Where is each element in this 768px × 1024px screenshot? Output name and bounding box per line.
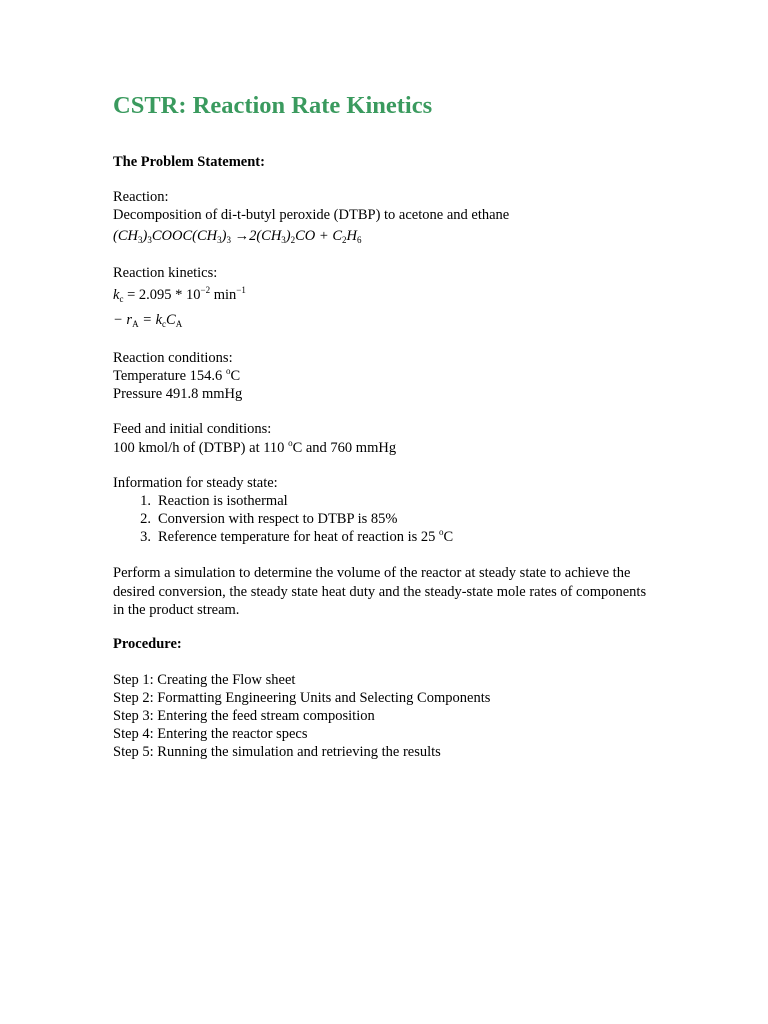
feed-suffix: C and 760 mmHg <box>292 440 397 456</box>
rate-eq: = k <box>138 312 163 328</box>
rate-c: C <box>166 312 176 328</box>
eq-part: 2(CH <box>249 228 282 244</box>
eq-sub: 3 <box>281 235 286 245</box>
eq-part: COOC(CH <box>151 228 218 244</box>
k-exp: −2 <box>200 285 211 295</box>
rate-constant <box>113 286 246 304</box>
reaction-label: Reaction: <box>113 189 169 205</box>
rate-k-sub: c <box>162 319 167 329</box>
list-item <box>113 492 288 510</box>
list-number: 1. <box>140 493 151 509</box>
eq-part: ) <box>285 228 291 244</box>
eq-part: ) <box>221 228 227 244</box>
temperature-prefix: Temperature 154.6 <box>113 368 226 384</box>
procedure-heading: Procedure: <box>113 636 182 652</box>
list-number: 2. <box>140 511 151 527</box>
k-sub: c <box>119 294 124 304</box>
pressure-line: Pressure 491.8 mmHg <box>113 386 243 402</box>
list-item <box>113 528 453 546</box>
feed-line <box>113 439 396 457</box>
steady-state-label: Information for steady state: <box>113 475 278 491</box>
eq-sub: 3 <box>226 235 231 245</box>
eq-sub: 2 <box>290 235 296 245</box>
rate-law <box>113 311 182 329</box>
page-title: CSTR: Reaction Rate Kinetics <box>113 92 433 119</box>
objective-paragraph: Perform a simulation to determine the volume of the reactor at steady state to achieve the desired conversion, the steady state heat duty and the steady-state mole rates of components in the product stream. <box>113 565 647 618</box>
eq-part: ) <box>142 228 148 244</box>
kinetics-label: Reaction kinetics: <box>113 265 218 281</box>
degree-mark: o <box>288 438 293 448</box>
procedure-step: Step 1: Creating the Flow sheet <box>113 672 296 688</box>
rate-c-sub: A <box>175 319 183 329</box>
procedure-step: Step 5: Running the simulation and retrieving the results <box>113 744 441 760</box>
eq-sub: 3 <box>137 235 143 245</box>
rate-minus: − r <box>113 312 133 328</box>
k-unit: min <box>210 287 237 303</box>
list-text: Reaction is isothermal <box>158 493 288 509</box>
eq-sub: 2 <box>342 235 347 245</box>
eq-sub: 6 <box>356 235 362 245</box>
list-text: Reference temperature for heat of reaction is 25 <box>158 529 439 545</box>
eq-part: CO + C <box>295 228 342 244</box>
feed-label: Feed and initial conditions: <box>113 421 272 437</box>
list-item <box>113 510 398 528</box>
degree-mark: o <box>225 366 231 376</box>
k-symbol: k <box>113 287 120 303</box>
procedure-step: Step 4: Entering the reactor specs <box>113 726 308 742</box>
feed-prefix: 100 kmol/h of (DTBP) at 110 <box>113 440 289 456</box>
list-number: 3. <box>140 529 151 545</box>
degree-mark: o <box>439 527 444 537</box>
rate-sub: A <box>132 319 139 329</box>
eq-sub: 3 <box>147 235 152 245</box>
temperature-unit: C <box>230 368 241 384</box>
temperature-line <box>113 367 240 385</box>
reaction-equation <box>113 227 361 245</box>
list-tail: C <box>443 529 454 545</box>
k-value: = 2.095 * 10 <box>123 287 201 303</box>
conditions-label: Reaction conditions: <box>113 350 233 366</box>
procedure-step: Step 2: Formatting Engineering Units and Selecting Components <box>113 690 491 706</box>
reaction-description: Decomposition of di-t-butyl peroxide (DTBP) to acetone and ethane <box>113 207 510 223</box>
procedure-step: Step 3: Entering the feed stream composition <box>113 708 375 724</box>
k-unit-exp: −1 <box>236 285 246 295</box>
problem-heading: The Problem Statement: <box>113 154 265 170</box>
eq-part: (CH <box>113 228 138 244</box>
list-text: Conversion with respect to DTBP is 85% <box>158 511 398 527</box>
reaction-arrow: → <box>234 228 250 244</box>
eq-sub: 3 <box>217 235 222 245</box>
eq-part: H <box>346 228 357 244</box>
